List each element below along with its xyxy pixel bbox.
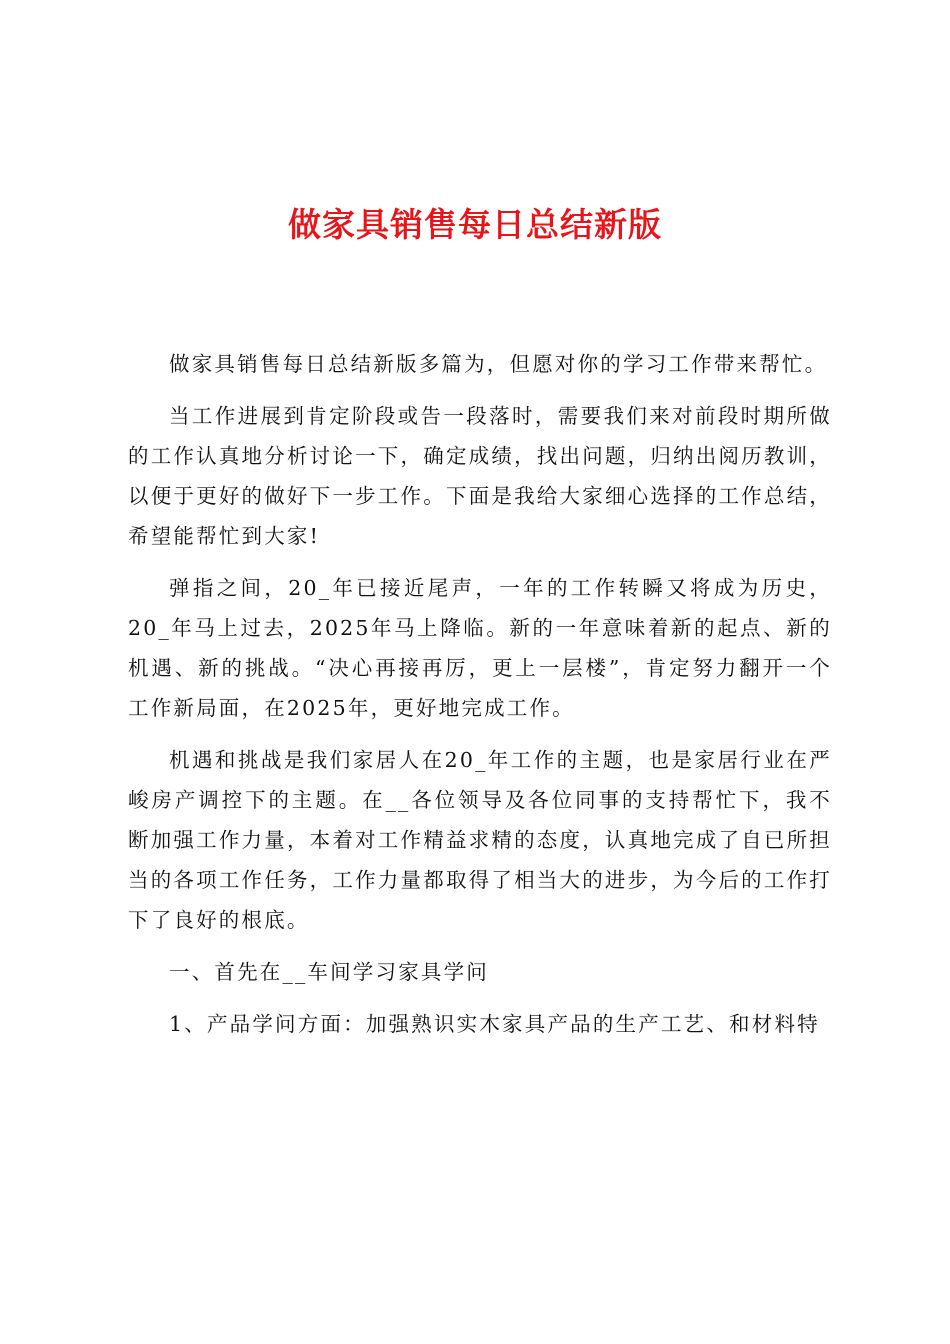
section-heading-1: 一、首先在__车间学习家具学问 <box>169 960 489 984</box>
document-body <box>128 344 832 1056</box>
paragraph-opportunities: 机遇和挑战是我们家居人在20_年工作的主题，也是家居行业在严峻房产调控下的主题。在__各位领导及各位同事的支持帮忙下，我不断加强工作力量，本着对工作精益求精的态度，认真地完成了自已所担当的各项工作任务，工作力量都取得了相当大的进步，为今后的工作打下了良好的根底。 <box>128 748 832 932</box>
paragraph-product-knowledge: 1、产品学问方面：加强熟识实木家具产品的生产工艺、和材料特 <box>169 1012 820 1036</box>
paragraph-intro: 做家具销售每日总结新版多篇为，但愿对你的学习工作带来帮忙。 <box>169 352 828 376</box>
paragraph-year-review: 弹指之间，20_年已接近尾声，一年的工作转瞬又将成为历史，20_年马上过去，2025年马上降临。新的一年意味着新的起点、新的机遇、新的挑战。“决心再接再厉，更上一层楼”，肯定努力翻开一个工作新局面，在2025年，更好地完成工作。 <box>128 576 832 720</box>
paragraph-purpose: 当工作进展到肯定阶段或告一段落时，需要我们来对前段时期所做的工作认真地分析讨论一下，确定成绩，找出问题，归纳出阅历教训，以便于更好的做好下一步工作。下面是我给大家细心选择的工作总结，希望能帮忙到大家! <box>128 404 832 548</box>
document-title: 做家具销售每日总结新版 <box>288 205 662 244</box>
